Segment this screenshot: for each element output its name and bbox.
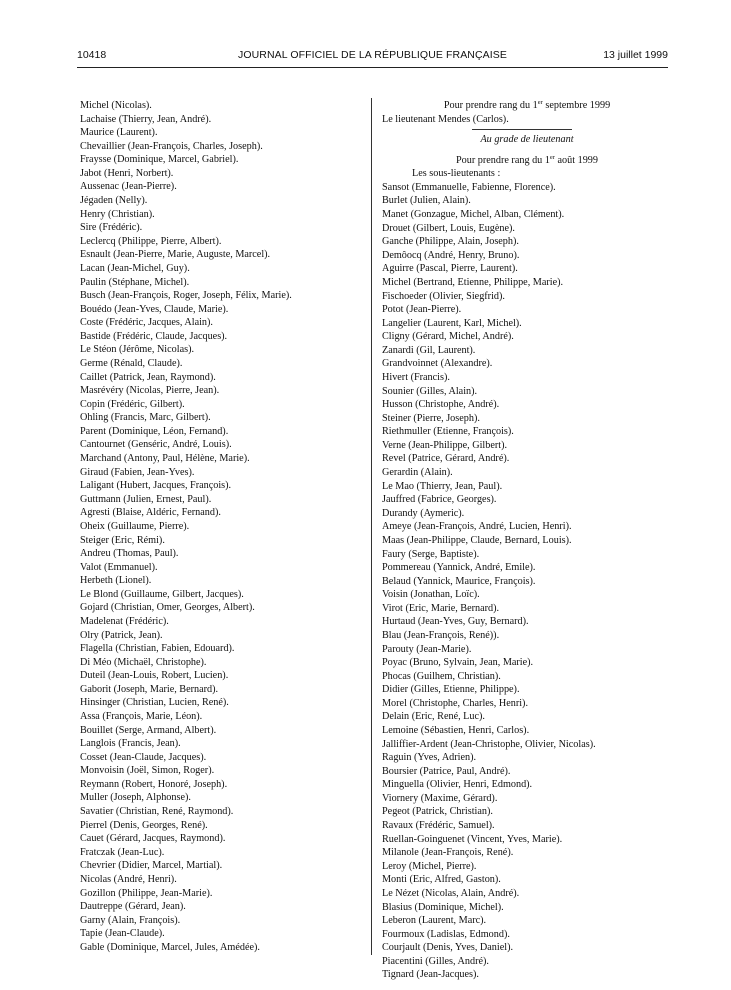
name-entry: Gozillon (Philippe, Jean-Marie). <box>80 887 213 899</box>
name-entry: Lachaise (Thierry, Jean, André). <box>80 113 212 125</box>
name-entry: Ganche (Philippe, Alain, Joseph). <box>382 236 519 248</box>
name-entry: Chevaillier (Jean-François, Charles, Joseph). <box>80 140 263 152</box>
name-entry: Fourmoux (Ladislas, Edmond). <box>382 928 510 940</box>
name-entry: Milanole (Jean-François, René). <box>382 847 514 859</box>
name-entry: Tapie (Jean-Claude). <box>80 928 165 940</box>
name-entry: Coste (Frédéric, Jacques, Alain). <box>80 317 213 329</box>
name-entry: Burlet (Julien, Alain). <box>382 195 471 207</box>
name-entry: Durandy (Aymeric). <box>382 507 465 519</box>
name-entry: Hivert (Francis). <box>382 371 450 383</box>
name-entry: Laligant (Hubert, Jacques, François). <box>80 480 232 492</box>
name-entry: Ohling (Francis, Marc, Gilbert). <box>80 412 211 424</box>
name-entry: Jégaden (Nelly). <box>80 195 148 207</box>
name-entry: Voisin (Jonathan, Loïc). <box>382 589 480 601</box>
name-entry: Copin (Frédéric, Gilbert). <box>80 398 185 410</box>
name-entry: Aguirre (Pascal, Pierre, Laurent). <box>382 263 518 275</box>
name-entry: Hurtaud (Jean-Yves, Guy, Bernard). <box>382 616 529 628</box>
name-entry: Michel (Bertrand, Etienne, Philippe, Marie). <box>382 276 564 288</box>
name-entry: Leroy (Michel, Pierre). <box>382 860 477 872</box>
name-entry: Blau (Jean-François, René)). <box>382 629 500 641</box>
name-entry: Caillet (Patrick, Jean, Raymond). <box>80 371 216 383</box>
name-entry: Phocas (Guilhem, Christian). <box>382 670 501 682</box>
name-entry: Leberon (Laurent, Marc). <box>382 915 487 927</box>
name-entry: Maas (Jean-Philippe, Claude, Bernard, Louis). <box>382 534 572 546</box>
name-entry: Minguella (Olivier, Henri, Edmond). <box>382 779 533 791</box>
name-entry: Parent (Dominique, Léon, Fernand). <box>80 425 229 437</box>
name-entry: Revel (Patrice, Gérard, André). <box>382 453 510 465</box>
name-entry: Pommereau (Yannick, André, Emile). <box>382 562 536 574</box>
name-entry: Bastide (Frédéric, Claude, Jacques). <box>80 330 228 342</box>
name-entry: Henry (Christian). <box>80 208 155 220</box>
name-entry: Madelenat (Frédéric). <box>80 615 169 627</box>
name-entry: Guttmann (Julien, Ernest, Paul). <box>80 493 212 505</box>
name-entry: Riethmuller (Etienne, François). <box>382 426 514 438</box>
name-entry: Jabot (Henri, Norbert). <box>80 167 174 179</box>
name-entry: Assa (François, Marie, Léon). <box>80 711 203 723</box>
section-rule <box>382 126 672 133</box>
name-entry: Faury (Serge, Baptiste). <box>382 548 480 560</box>
name-entry: Didier (Gilles, Etienne, Philippe). <box>382 684 520 696</box>
name-entry: Nicolas (André, Henri). <box>80 873 177 885</box>
name-entry: Cauet (Gérard, Jacques, Raymond). <box>80 833 226 845</box>
name-entry: Savatier (Christian, René, Raymond). <box>80 806 234 818</box>
name-entry: Virot (Eric, Marie, Bernard). <box>382 602 500 614</box>
name-entry: Paulin (Stéphane, Michel). <box>80 276 190 288</box>
name-entry: Blasius (Dominique, Michel). <box>382 901 504 913</box>
page-header <box>77 49 668 65</box>
name-entry: Marchand (Antony, Paul, Hélène, Marie). <box>80 453 250 465</box>
name-entry: Sire (Frédéric). <box>80 222 143 234</box>
name-entry: Bouillet (Serge, Armand, Albert). <box>80 724 217 736</box>
name-entry: Ruellan-Goinguenet (Vincent, Yves, Marie). <box>382 833 563 845</box>
name-entry: Chevrier (Didier, Marcel, Martial). <box>80 860 223 872</box>
name-entry: Fischoeder (Olivier, Siegfrid). <box>382 290 505 302</box>
name-entry: Tignard (Jean-Jacques). <box>382 969 479 981</box>
grade-heading: Au grade de lieutenant <box>480 134 574 146</box>
name-entry: Cantournet (Genséric, André, Louis). <box>80 439 232 451</box>
name-entry: Piacentini (Gilles, André). <box>382 955 489 967</box>
column-divider <box>371 98 372 955</box>
name-entry: Esnault (Jean-Pierre, Marie, Auguste, Marcel). <box>80 249 271 261</box>
name-entry: Steiger (Eric, Rémi). <box>80 534 165 546</box>
name-entry: Steiner (Pierre, Joseph). <box>382 412 480 424</box>
name-entry: Duteil (Jean-Louis, Robert, Lucien). <box>80 670 229 682</box>
name-entry: Herbeth (Lionel). <box>80 575 152 587</box>
name-entry: Jalliffier-Ardent (Jean-Christophe, Olivier, Nicolas). <box>382 738 596 750</box>
rank-heading-august: Pour prendre rang du 1er août 1999 <box>455 153 598 166</box>
name-entry: Busch (Jean-François, Roger, Joseph, Félix, Marie). <box>80 290 292 302</box>
name-entry: Raguin (Yves, Adrien). <box>382 752 477 764</box>
name-entry: Belaud (Yannick, Maurice, François). <box>382 575 536 587</box>
name-entry: Monti (Eric, Alfred, Gaston). <box>382 874 501 886</box>
name-entry: Sounier (Gilles, Alain). <box>382 385 478 397</box>
name-entry: Pegeot (Patrick, Christian). <box>382 806 493 818</box>
name-entry: Valot (Emmanuel). <box>80 561 158 573</box>
name-entry: Fratczak (Jean-Luc). <box>80 846 165 858</box>
name-entry: Garny (Alain, François). <box>80 914 181 926</box>
name-entry: Sansot (Emmanuelle, Fabienne, Florence). <box>382 181 556 193</box>
name-entry: Morel (Christophe, Charles, Henri). <box>382 697 528 709</box>
name-entry: Gojard (Christian, Omer, Georges, Albert). <box>80 602 255 614</box>
name-entry: Pierrel (Denis, Georges, René). <box>80 819 208 831</box>
name-entry: Delain (Eric, René, Luc). <box>382 711 485 723</box>
name-entry: Courjault (Denis, Yves, Daniel). <box>382 942 514 954</box>
name-entry: Parouty (Jean-Marie). <box>382 643 472 655</box>
name-entry: Cosset (Jean-Claude, Jacques). <box>80 751 207 763</box>
group-label: Les sous-lieutenants : <box>412 168 501 180</box>
name-entry: Langlois (Francis, Jean). <box>80 738 181 750</box>
name-entry: Olry (Patrick, Jean). <box>80 629 163 641</box>
name-entry: Manet (Gonzague, Michel, Alban, Clément). <box>382 209 565 221</box>
name-entry: Boursier (Patrice, Paul, André). <box>382 765 511 777</box>
name-entry: Bouédo (Jean-Yves, Claude, Marie). <box>80 303 229 315</box>
name-entry: Maurice (Laurent). <box>80 127 158 139</box>
name-entry: Monvoisin (Joël, Simon, Roger). <box>80 765 215 777</box>
name-entry: Lemoine (Sébastien, Henri, Carlos). <box>382 725 530 737</box>
name-entry: Dautreppe (Gérard, Jean). <box>80 901 186 913</box>
name-entry: Potot (Jean-Pierre). <box>382 304 462 316</box>
name-entry: Langelier (Laurent, Karl, Michel). <box>382 317 522 329</box>
name-entry: Oheix (Guillaume, Pierre). <box>80 520 190 532</box>
name-entry: Le Nézet (Nicolas, Alain, André). <box>382 887 520 899</box>
journal-title: JOURNAL OFFICIEL DE LA RÉPUBLIQUE FRANÇAISE <box>238 49 507 61</box>
name-entry: Leclercq (Philippe, Pierre, Albert). <box>80 235 222 247</box>
name-entry: Agresti (Blaise, Aldéric, Fernand). <box>80 507 221 519</box>
name-entry: Verne (Jean-Philippe, Gilbert). <box>382 439 508 451</box>
name-entry: Gaborit (Joseph, Marie, Bernard). <box>80 683 219 695</box>
name-entry: Jauffred (Fabrice, Georges). <box>382 494 497 506</box>
name-entry: Fraysse (Dominique, Marcel, Gabriel). <box>80 154 239 166</box>
page-number: 10418 <box>77 49 107 61</box>
left-column <box>80 99 360 954</box>
name-entry: Giraud (Fabien, Jean-Yves). <box>80 466 195 478</box>
name-entry: Lacan (Jean-Michel, Guy). <box>80 262 190 274</box>
name-entry: Andreu (Thomas, Paul). <box>80 548 179 560</box>
header-rule <box>77 67 668 68</box>
name-entry: Viornery (Maxime, Gérard). <box>382 792 498 804</box>
name-entry: Le Blond (Guillaume, Gilbert, Jacques). <box>80 588 244 600</box>
name-entry: Cligny (Gérard, Michel, André). <box>382 331 514 343</box>
officer-entry: Le lieutenant Mendes (Carlos). <box>382 113 509 125</box>
name-entry: Masrévéry (Nicolas, Pierre, Jean). <box>80 385 220 397</box>
name-entry: Germe (Rénald, Claude). <box>80 357 183 369</box>
publication-date: 13 juillet 1999 <box>603 49 668 61</box>
name-entry: Demôocq (André, Henry, Bruno). <box>382 249 520 261</box>
name-entry: Husson (Christophe, André). <box>382 399 500 411</box>
right-names-list <box>382 181 672 982</box>
spacer <box>382 147 672 154</box>
name-entry: Hinsinger (Christian, Lucien, René). <box>80 697 229 709</box>
name-entry: Gerardin (Alain). <box>382 467 453 479</box>
name-entry: Muller (Joseph, Alphonse). <box>80 792 191 804</box>
right-column <box>382 99 672 982</box>
name-entry: Di Méo (Michaël, Christophe). <box>80 656 207 668</box>
name-entry: Poyac (Bruno, Sylvain, Jean, Marie). <box>382 657 534 669</box>
name-entry: Michel (Nicolas). <box>80 100 152 111</box>
name-entry: Ravaux (Frédéric, Samuel). <box>382 820 495 832</box>
name-entry: Aussenac (Jean-Pierre). <box>80 181 177 193</box>
name-entry: Drouet (Gilbert, Louis, Eugène). <box>382 222 515 234</box>
name-entry: Le Mao (Thierry, Jean, Paul). <box>382 480 503 492</box>
name-entry: Flagella (Christian, Fabien, Edouard). <box>80 643 235 655</box>
name-entry: Ameye (Jean-François, André, Lucien, Henri). <box>382 521 572 533</box>
rank-heading-september: Pour prendre rang du 1er septembre 1999 <box>443 99 611 111</box>
name-entry: Le Stéon (Jérôme, Nicolas). <box>80 344 195 356</box>
name-entry: Gable (Dominique, Marcel, Jules, Amédée). <box>80 941 260 953</box>
name-entry: Zanardi (Gil, Laurent). <box>382 344 476 356</box>
name-entry: Reymann (Robert, Honoré, Joseph). <box>80 778 228 790</box>
name-entry: Grandvoinnet (Alexandre). <box>382 358 493 370</box>
